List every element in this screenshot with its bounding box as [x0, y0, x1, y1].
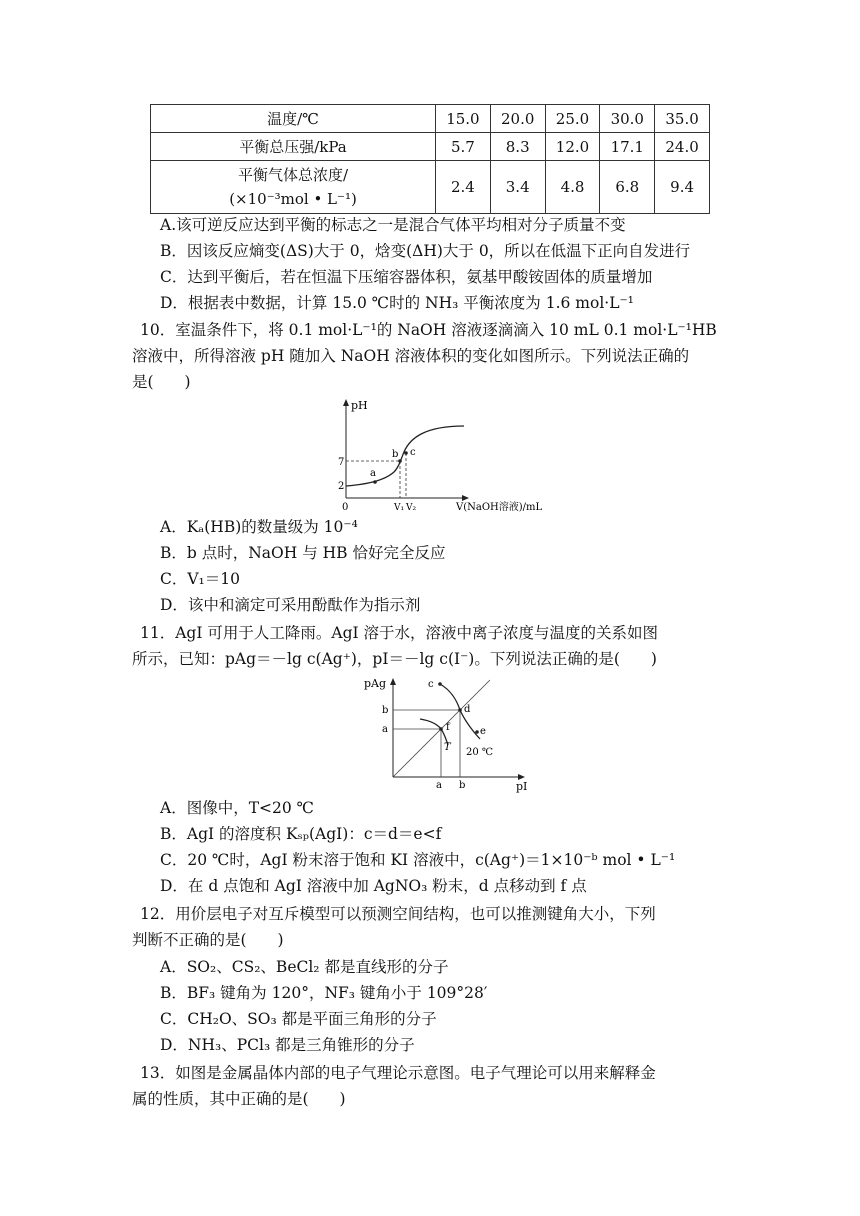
table-cell: 4.8 [545, 161, 600, 214]
q13-stem-line1: 13．如图是金属晶体内部的电子气理论示意图。电子气理论可以用来解释金 [140, 1064, 656, 1082]
q9-option-b: B．因该反应熵变(ΔS)大于 0，焓变(ΔH)大于 0，所以在低温下正向自发进行 [160, 242, 691, 260]
x-axis-label: V(NaOH溶液)/mL [456, 502, 543, 513]
curve-t-label: T [444, 742, 451, 753]
table-row-label-line1: 平衡气体总浓度/ [237, 166, 349, 184]
ph-curve [346, 426, 464, 486]
q9-option-a: A.该可逆反应达到平衡的标志之一是混合气体平均相对分子质量不变 [160, 216, 626, 234]
y-axis-label: pAg [364, 677, 387, 690]
point-c-label: c [428, 679, 434, 690]
y-tick-7: 7 [338, 457, 345, 468]
point-c [404, 451, 408, 455]
point-c [438, 682, 442, 686]
table-row-label-line2: (×10⁻³mol • L⁻¹) [229, 190, 357, 208]
table-cell: 30.0 [600, 105, 655, 133]
q11-option-b: B．AgI 的溶度积 Kₛₚ(AgI)：c＝d＝e<f [160, 825, 442, 843]
q12-option-a: A．SO₂、CS₂、BeCl₂ 都是直线形的分子 [160, 958, 449, 976]
point-b-label: b [392, 449, 399, 460]
y-tick-b: b [382, 705, 389, 716]
origin-label: 0 [342, 502, 349, 513]
q11-stem-line2: 所示，已知：pAg＝－lg c(Ag⁺)，pI＝－lg c(I⁻)。下列说法正确的是( ) [132, 650, 657, 668]
q10-option-b: B．b 点时，NaOH 与 HB 恰好完全反应 [160, 544, 446, 562]
table-row [151, 105, 710, 133]
point-a-label: a [370, 468, 376, 479]
point-d [458, 708, 462, 712]
table-cell: 20.0 [490, 105, 545, 133]
table-row [151, 133, 710, 161]
x-tick-b: b [459, 780, 466, 791]
table-row-label [151, 161, 436, 214]
point-e [475, 730, 479, 734]
y-tick-a: a [382, 724, 388, 735]
x-tick-a: a [436, 780, 442, 791]
x-tick-v2: V₂ [406, 503, 417, 513]
point-d-label: d [464, 704, 471, 715]
point-f-label: f [446, 722, 450, 733]
q10-stem-line1: 10．室温条件下，将 0.1 mol·L⁻¹的 NaOH 溶液逐滴滴入 10 mL 0.1 mol·L⁻¹HB [140, 321, 717, 339]
q10-option-d: D．该中和滴定可采用酚酞作为指示剂 [160, 596, 421, 614]
table-cell: 25.0 [545, 105, 600, 133]
q12-option-b: B．BF₃ 键角为 120°，NF₃ 键角小于 109°28′ [160, 984, 488, 1002]
table-cell: 12.0 [545, 133, 600, 161]
q11-option-c: C．20 ℃时，AgI 粉末溶于饱和 KI 溶液中，c(Ag⁺)＝1×10⁻ᵇ mol • L⁻¹ [160, 851, 676, 869]
point-b [398, 459, 402, 463]
table-cell: 24.0 [655, 133, 710, 161]
y-axis-arrow [343, 399, 349, 406]
point-a [373, 480, 377, 484]
q11-stem-line1: 11．AgI 可用于人工降雨。AgI 溶于水，溶液中离子浓度与温度的关系如图 [140, 624, 659, 642]
point-c-label: c [410, 447, 416, 458]
y-axis-label: pH [351, 399, 368, 412]
ph-titration-graph [330, 396, 570, 516]
table-cell: 5.7 [436, 133, 491, 161]
table-cell: 35.0 [655, 105, 710, 133]
x-tick-v1: V₁ [394, 503, 405, 513]
q9-option-d: D．根据表中数据，计算 15.0 ℃时的 NH₃ 平衡浓度为 1.6 mol·L⁻¹ [160, 294, 634, 312]
q11-option-d: D．在 d 点饱和 AgI 溶液中加 AgNO₃ 粉末，d 点移动到 f 点 [160, 877, 587, 895]
y-axis-arrow [390, 678, 396, 685]
q12-stem-line1: 12．用价层电子对互斥模型可以预测空间结构，也可以推测键角大小，下列 [140, 905, 656, 923]
table-header-label: 温度/℃ [151, 105, 436, 133]
q10-stem-line2: 溶液中，所得溶液 pH 随加入 NaOH 溶液体积的变化如图所示。下列说法正确的 [132, 347, 690, 365]
q10-option-c: C．V₁＝10 [160, 570, 240, 588]
table-row [151, 161, 710, 214]
agi-solubility-graph [360, 673, 540, 793]
table-cell: 9.4 [655, 161, 710, 214]
q12-option-d: D．NH₃、PCl₃ 都是三角锥形的分子 [160, 1036, 415, 1054]
q12-stem-line2: 判断不正确的是( ) [132, 931, 284, 949]
point-f [439, 727, 443, 731]
q9-option-c: C．达到平衡后，若在恒温下压缩容器体积，氨基甲酸铵固体的质量增加 [160, 268, 653, 286]
q11-option-a: A．图像中，T<20 ℃ [160, 799, 315, 817]
q13-stem-line2: 属的性质，其中正确的是( ) [132, 1090, 346, 1108]
table-cell: 2.4 [436, 161, 491, 214]
table-cell: 6.8 [600, 161, 655, 214]
q10-option-a: A．Kₐ(HB)的数量级为 10⁻⁴ [160, 518, 358, 536]
curve-20c-label: 20 ℃ [466, 747, 494, 758]
x-axis-label: pI [516, 780, 528, 793]
table-row-label: 平衡总压强/kPa [151, 133, 436, 161]
x-axis-arrow [462, 495, 469, 501]
table-cell: 8.3 [490, 133, 545, 161]
q12-option-c: C．CH₂O、SO₃ 都是平面三角形的分子 [160, 1010, 437, 1028]
table-cell: 15.0 [436, 105, 491, 133]
point-e-label: e [480, 726, 486, 737]
table-cell: 3.4 [490, 161, 545, 214]
q10-stem-line3: 是( ) [132, 373, 191, 391]
equilibrium-table [150, 104, 710, 214]
table-cell: 17.1 [600, 133, 655, 161]
y-tick-2: 2 [338, 481, 345, 492]
